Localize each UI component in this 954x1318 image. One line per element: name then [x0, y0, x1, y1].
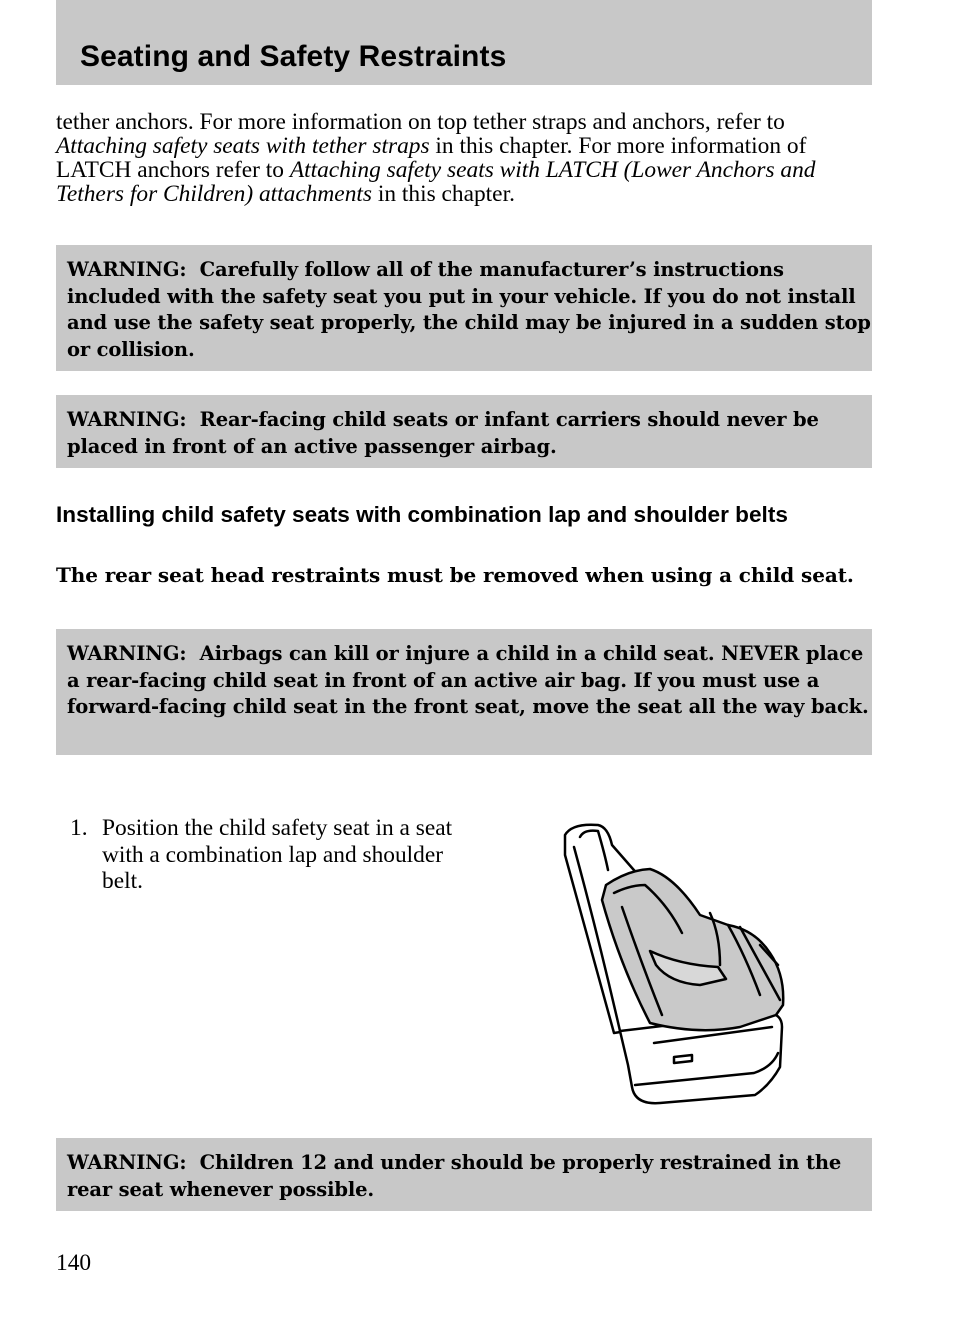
tether-strap-reference: Attaching safety seats with tether straps	[56, 133, 430, 159]
warning-box-airbags	[56, 629, 872, 755]
warning-box-rear-facing	[56, 395, 872, 468]
page-header	[56, 0, 872, 85]
section-heading: Installing child safety seats with combination lap and shoulder belts	[56, 502, 788, 527]
page-title: Seating and Safety Restraints	[80, 40, 507, 73]
latch-reference: Attaching safety seats with LATCH (Lower Anchors and Tethers for Children) attachments	[56, 157, 816, 207]
warning-text: WARNING: Carefully follow all of the manufacturer’s instructions included with the safety seat you put in your vehicle. If you do not install and use the safety seat properly, the child may be injured in a sudden stop or collision.	[67, 258, 871, 361]
page-number: 140	[56, 1250, 92, 1276]
intro-paragraph	[56, 110, 878, 206]
intro-text-3: in this chapter.	[372, 181, 515, 207]
intro-text-2: in this chapter. For more information of LATCH anchors refer to	[56, 133, 807, 183]
step-text: Position the child safety seat in a seat with a combination lap and shoulder belt.	[102, 815, 453, 894]
step-number: 1.	[70, 815, 88, 841]
warning-text: WARNING: Rear-facing child seats or infant carriers should never be placed in front of an active passenger airbag.	[67, 408, 819, 458]
child-seat-illustration-icon	[550, 815, 800, 1115]
head-restraint-note: The rear seat head restraints must be removed when using a child seat.	[56, 563, 854, 587]
step-item	[70, 815, 460, 895]
warning-text: WARNING: Airbags can kill or injure a child in a child seat. NEVER place a rear-facing child seat in front of an active air bag. If you must use a forward-facing child seat in the front seat, move the seat all the way back.	[67, 642, 869, 718]
warning-box-manufacturer	[56, 245, 872, 371]
warning-box-children	[56, 1138, 872, 1211]
warning-text: WARNING: Children 12 and under should be properly restrained in the rear seat whenever possible.	[67, 1151, 842, 1201]
intro-text-1: tether anchors. For more information on top tether straps and anchors, refer to	[56, 109, 785, 135]
